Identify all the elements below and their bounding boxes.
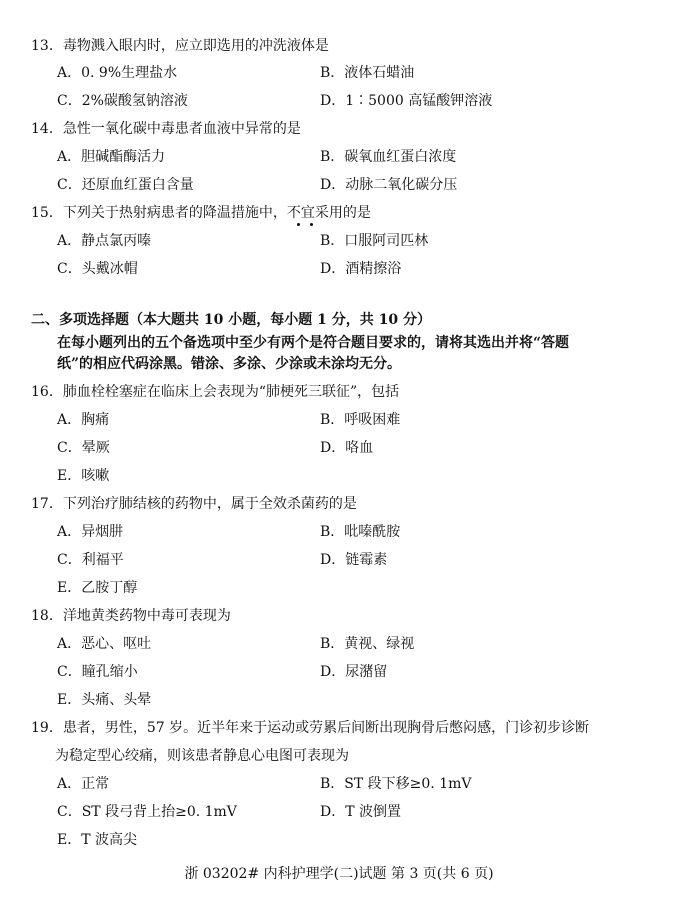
q17-option-d: D．链霉素: [320, 552, 388, 568]
question-19-stem-line2: 为稳定型心绞痛，则该患者静息心电图可表现为: [55, 748, 349, 764]
question-17-stem: 17．下列治疗肺结核的药物中，属于全效杀菌药的是: [31, 496, 357, 512]
q13-option-b: B．液体石蜡油: [320, 65, 415, 81]
q19-option-d: D．T 波倒置: [320, 804, 402, 820]
q19-option-c: C．ST 段弓背上抬≥0. 1mV: [57, 804, 237, 820]
q18-option-a: A．恶心、呕吐: [57, 636, 152, 652]
q14-option-c: C．还原血红蛋白含量: [57, 177, 194, 193]
section-instruction-line1: 在每小题列出的五个备选项中至少有两个是符合题目要求的，请将其选出并将“答题: [57, 335, 570, 351]
question-18-stem: 18．洋地黄类药物中毒可表现为: [31, 608, 231, 624]
q17-option-a: A．异烟肼: [57, 524, 124, 540]
question-14-stem: 14．急性一氧化碳中毒患者血液中异常的是: [31, 121, 301, 137]
question-15-stem: 15．下列关于热射病患者的降温措施中，不宜采用的是: [31, 205, 371, 221]
question-13-stem: 13．毒物溅入眼内时，应立即选用的冲洗液体是: [31, 38, 329, 54]
q15-option-a: A．静点氯丙嗪: [57, 233, 152, 249]
question-16-stem: 16．肺血栓栓塞症在临床上会表现为“肺梗死三联征”，包括: [31, 384, 400, 400]
question-19-stem-line1: 19．患者，男性，57 岁。近半年来于运动或劳累后间断出现胸骨后憋闷感，门诊初步诊断: [31, 720, 590, 736]
emphasis-dot: [297, 223, 300, 226]
q16-option-a: A．胸痛: [57, 412, 110, 428]
q18-option-d: D．尿潴留: [320, 664, 388, 680]
q13-option-a: A．0. 9%生理盐水: [57, 65, 178, 81]
section-instruction-line2: 纸”的相应代码涂黑。错涂、多涂、少涂或未涂均无分。: [57, 356, 402, 372]
page-footer: 浙 03202# 内科护理学(二)试题 第 3 页(共 6 页): [184, 866, 494, 882]
q13-option-d: D．1∶5000 高锰酸钾溶液: [320, 93, 493, 109]
q19-option-e: E．T 波高尖: [57, 832, 138, 848]
q14-option-b: B．碳氧血红蛋白浓度: [320, 149, 457, 165]
q15-option-d: D．酒精擦浴: [320, 261, 402, 277]
q19-option-b: B．ST 段下移≥0. 1mV: [320, 776, 472, 792]
q16-option-d: D．咯血: [320, 440, 374, 456]
q15-option-b: B．口服阿司匹林: [320, 233, 429, 249]
q18-option-e: E．头痛、头晕: [57, 692, 152, 708]
q16-option-e: E．咳嗽: [57, 468, 110, 484]
q15-option-c: C．头戴冰帽: [57, 261, 138, 277]
q17-option-b: B．吡嗪酰胺: [320, 524, 401, 540]
q17-option-c: C．利福平: [57, 552, 124, 568]
q19-option-a: A．正常: [57, 776, 110, 792]
q18-option-b: B．黄视、绿视: [320, 636, 415, 652]
q17-option-e: E．乙胺丁醇: [57, 580, 138, 596]
section-heading: 二、多项选择题（本大题共 10 小题，每小题 1 分，共 10 分）: [31, 312, 431, 328]
emphasis-dot: [310, 223, 313, 226]
q13-option-c: C．2%碳酸氢钠溶液: [57, 93, 188, 109]
q16-option-b: B．呼吸困难: [320, 412, 401, 428]
q18-option-c: C．瞳孔缩小: [57, 664, 138, 680]
q16-option-c: C．晕厥: [57, 440, 110, 456]
q14-option-d: D．动脉二氧化碳分压: [320, 177, 458, 193]
q14-option-a: A．胆碱酯酶活力: [57, 149, 166, 165]
